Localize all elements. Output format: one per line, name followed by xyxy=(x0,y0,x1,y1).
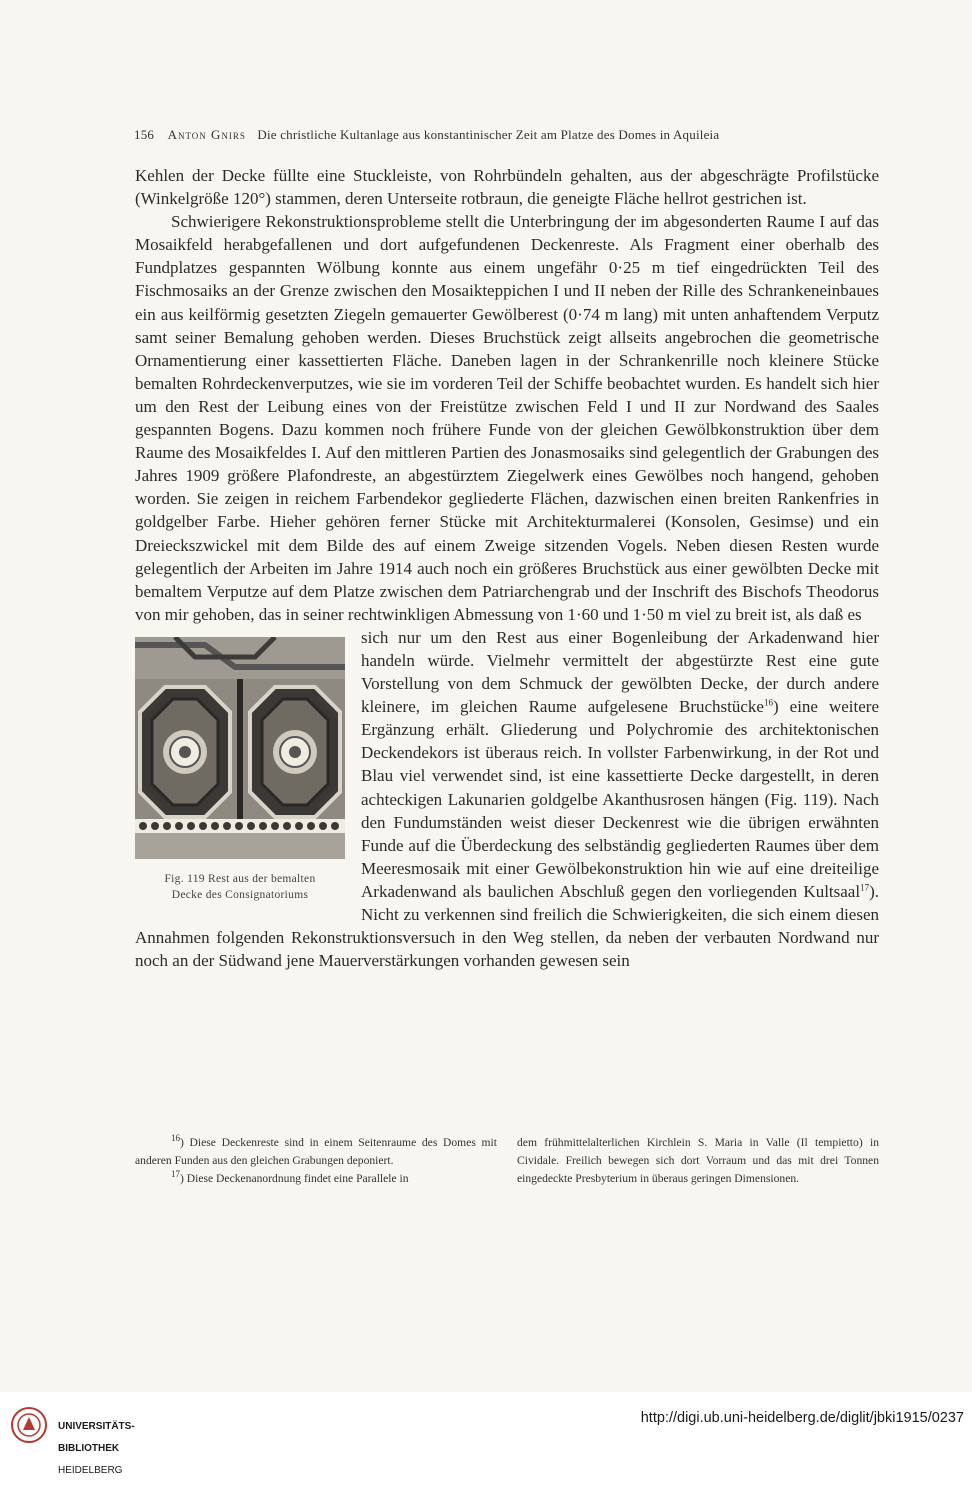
library-name-line-3: HEIDELBERG xyxy=(58,1465,123,1476)
footnote-17-text-a: ) Diese Deckenanordnung findet eine Parallele in xyxy=(180,1171,409,1185)
figure-caption-line-1: Fig. 119 Rest aus der bemalten xyxy=(164,872,316,885)
footnotes-right-column xyxy=(517,1134,879,1187)
library-footer xyxy=(0,1392,972,1476)
paragraph-3-part-b: ) eine weitere Ergänzung erhält. Gliederung und Polychromie des architektonischen Deckendekors ist überaus reich. In vollster Farbenwirkung, in der Rot und Blau viel verwendet sind, ist eine kassettierte Decke dargestellt, in deren achteckigen Lakunarien goldgelbe Akanthusrosen hängen (Fig. 119). Nach den Fundumständen weist dieser Deckenrest wie die übrigen erwähnten Funde auf die Überdeckung des selbständig gegliederten Raumes über dem Meeresmosaik mit einer Gewölbekonstruktion hin wie auf eine dreiteilige Arkadenwand als baulichen Abschluß gegen den vorliegenden Kultsaal xyxy=(361,697,879,901)
paragraph-1: Kehlen der Decke füllte eine Stuckleiste, von Rohrbündeln gehalten, aus der abgeschrägte Profilstücke (Winkelgröße 120°) stammen, deren Unterseite rotbraun, die geneigte Fläche hellrot gestrichen ist. xyxy=(135,166,879,209)
paragraph-3-part-c: ). Nicht zu verkennen sind freilich die Schwierigkeiten, die sich einem diesen Annahmen folgenden Rekonstruktionsversuch in den Weg stellen, da neben der verbauten Nordwand nur noch an der Südwand jene Mauerverstärkungen vorhanden gewesen sein xyxy=(135,881,879,971)
running-header xyxy=(134,127,879,143)
page-number: 156 xyxy=(134,127,155,142)
footnotes-left-column xyxy=(135,1134,497,1187)
footnote-16-number: 16 xyxy=(171,1133,180,1144)
header-title: Die christliche Kultanlage aus konstantinischer Zeit am Platze des Domes in Aquileia xyxy=(257,127,720,142)
paragraph-2: Schwierigere Rekonstruktionsprobleme stellt die Unterbringung der im abgesonderten Raume I auf das Mosaikfeld herabgefallenen und dort aufgefundenen Deckenreste. Als Fragment einer oberhalb des Fundplatzes gespannten Wölbung konnte aus einem ungefähr 0·25 m tief eingedrückten Teil des Fischmosaiks an der Grenze zwischen den Mosaikteppichen I und II neben der Rille des Schrankeneinbaues ein aus keilförmig gesetzten Ziegeln gemauerter Gewölberest (0·74 m lang) mit unten anhaftendem Verputz samt seiner Bemalung gehoben werden. Dieses Bruchstück zeigt allseits angebrochen die geometrische Ornamentierung einer kassettierten Fläche. Daneben lagen in der Schrankenrille noch kleinere Stücke bemalten Rohrdeckenverputzes, wie sie im vorderen Teil der Schiffe beobachtet wurden. Es handelt sich hier um den Rest der Leibung eines von der Freistütze zwischen Feld I und II zur Nordwand des Saales gespannten Bogens. Dazu kommen noch frühere Funde von der gleichen Gewölbkonstruktion über dem Raume des Mosaikfeldes I. Auf den mittleren Partien des Jonasmosaiks sind gelegentlich der Grabungen des Jahres 1909 größere Plafondreste, an abgestürztem Ziegelwerk eines Gewölbes noch hangend, gehoben worden. Sie zeigen in reichem Farbendekor gegliederte Flächen, dazwischen einen breiten Rankenfries in goldgelber Farbe. Hieher gehören ferner Stücke mit Architekturmalerei (Konsolen, Gesimse) und ein Dreieckszwickel mit dem Bilde des auf einem Zweige sitzenden Vogels. Neben diesen Resten wurde gelegentlich der Arbeiten im Jahre 1914 auch noch ein größeres Bruchstück aus einer gewölbten Decke mit bemaltem Verputze auf dem Platze zwischen dem Patriarchengrab und der Inschrift des Bischofs Theodorus von mir gehoben, das in seiner rechtwinkligen Abmessung von 1·60 und 1·50 m viel zu breit ist, als daß es xyxy=(135,212,879,624)
footnote-ref-16[interactable]: 16 xyxy=(763,697,773,708)
figure-119 xyxy=(135,626,345,903)
paragraph-3-part-a: sich nur um den Rest aus einer Bogenleibung der Arkadenwand hier handeln würde. Vielmehr vermittelt der abgestürzte Rest eine gute Vorstellung von dem Schmuck der gewölbten Decke, der durch andere kleinere, im gleichen Raume aufgelesene Bruchstücke xyxy=(361,627,879,717)
footnote-ref-17[interactable]: 17 xyxy=(860,882,870,893)
body-text xyxy=(135,164,879,972)
ceiling-fragment-photo xyxy=(135,637,345,859)
figure-caption-line-2: Decke des Consignatoriums xyxy=(171,888,309,901)
footnote-17-continued: dem frühmittelalterlichen Kirchlein S. Maria in Valle (Il tempietto) in Cividale. Freilich bewegen sich dort Vorraum und das mit drei Tonnen eingedeckte Presbyterium in überaus geringen Dimensionen. xyxy=(517,1136,879,1185)
footnote-17 xyxy=(135,1170,497,1188)
footnote-16 xyxy=(135,1134,497,1170)
university-library-logo[interactable] xyxy=(10,1406,160,1476)
library-seal-icon xyxy=(10,1406,48,1444)
footnotes xyxy=(135,1134,879,1187)
library-name-line-1: UNIVERSITÄTS- xyxy=(58,1421,135,1432)
footnote-16-text: ) Diese Deckenreste sind in einem Seitenraume des Domes mit anderen Funden aus den gleichen Grabungen deponiert. xyxy=(135,1136,497,1167)
header-author: Anton Gnirs xyxy=(167,127,246,142)
figure-caption xyxy=(135,871,345,903)
library-name xyxy=(58,1410,135,1487)
footnote-17-number: 17 xyxy=(171,1168,180,1179)
permalink-url[interactable]: http://digi.ub.uni-heidelberg.de/diglit/jbki1915/0237 xyxy=(640,1410,964,1426)
library-name-line-2: BIBLIOTHEK xyxy=(58,1443,120,1454)
